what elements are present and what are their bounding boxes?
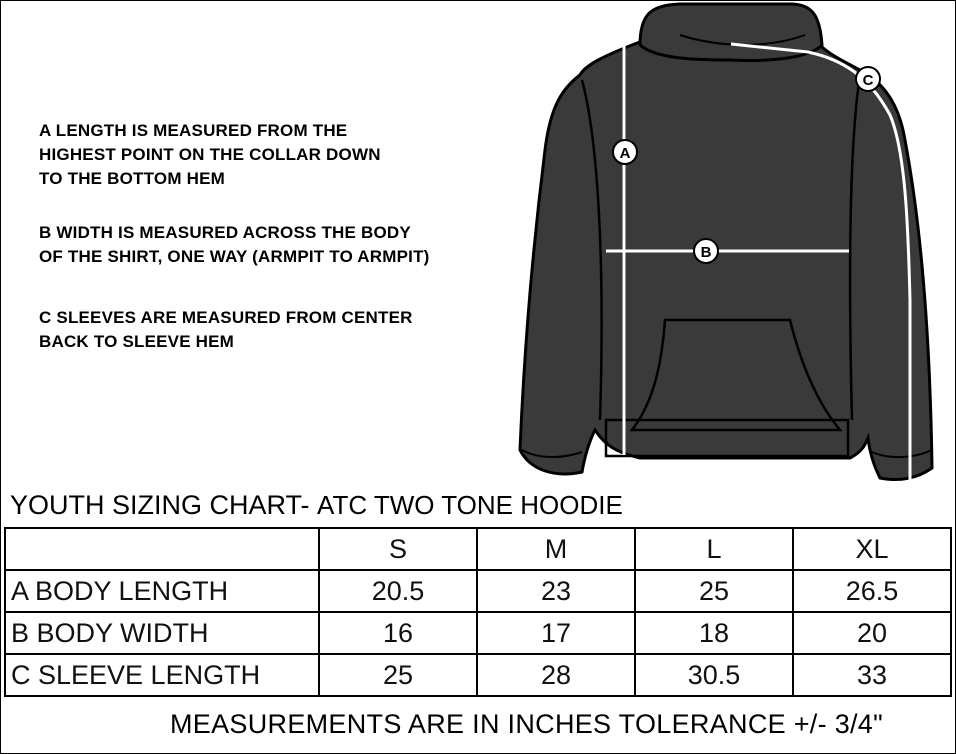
measurement-note: MEASUREMENTS ARE IN INCHES TOLERANCE +/- 3/4" — [170, 709, 884, 739]
table-row — [5, 654, 951, 696]
row-label: A BODY LENGTH — [5, 570, 319, 612]
instruction-width — [39, 221, 430, 269]
table-cell: 20.5 — [319, 570, 477, 612]
instruction-line: B WIDTH IS MEASURED ACROSS THE BODY — [39, 223, 411, 242]
hoodie-body — [520, 40, 932, 480]
instruction-line: TO THE BOTTOM HEM — [39, 169, 225, 188]
table-cell: 25 — [319, 654, 477, 696]
hoodie-diagram — [510, 0, 956, 490]
instruction-line: OF THE SHIRT, ONE WAY (ARMPIT TO ARMPIT) — [39, 247, 430, 266]
instruction-line: BACK TO SLEEVE HEM — [39, 332, 235, 351]
instruction-sleeve — [39, 306, 413, 354]
marker-a-label: A — [619, 145, 631, 162]
chart-title-main: YOUTH SIZING CHART- — [10, 490, 310, 520]
marker-b-label: B — [700, 244, 712, 261]
chart-title — [10, 490, 623, 521]
table-row — [5, 570, 951, 612]
table-cell: 25 — [635, 570, 793, 612]
header-cell — [5, 528, 319, 570]
sizing-table — [4, 527, 952, 697]
marker-a — [613, 140, 637, 164]
table-cell: 16 — [319, 612, 477, 654]
instruction-line: C SLEEVES ARE MEASURED FROM CENTER — [39, 308, 413, 327]
instruction-length — [39, 119, 381, 191]
table-cell: 18 — [635, 612, 793, 654]
marker-b — [694, 239, 718, 263]
table-cell: 28 — [477, 654, 635, 696]
marker-c — [856, 67, 880, 91]
table-row — [5, 612, 951, 654]
instruction-line: HIGHEST POINT ON THE COLLAR DOWN — [39, 145, 381, 164]
header-cell: L — [635, 528, 793, 570]
instruction-line: A LENGTH IS MEASURED FROM THE — [39, 121, 348, 140]
table-cell: 17 — [477, 612, 635, 654]
row-label: C SLEEVE LENGTH — [5, 654, 319, 696]
chart-title-product: ATC TWO TONE HOODIE — [317, 490, 623, 520]
row-label: B BODY WIDTH — [5, 612, 319, 654]
marker-c-label: C — [862, 72, 874, 89]
header-cell: S — [319, 528, 477, 570]
table-header-row — [5, 528, 951, 570]
table-cell: 33 — [793, 654, 951, 696]
table-cell: 26.5 — [793, 570, 951, 612]
header-cell: M — [477, 528, 635, 570]
table-cell: 20 — [793, 612, 951, 654]
header-cell: XL — [793, 528, 951, 570]
table-cell: 30.5 — [635, 654, 793, 696]
table-cell: 23 — [477, 570, 635, 612]
